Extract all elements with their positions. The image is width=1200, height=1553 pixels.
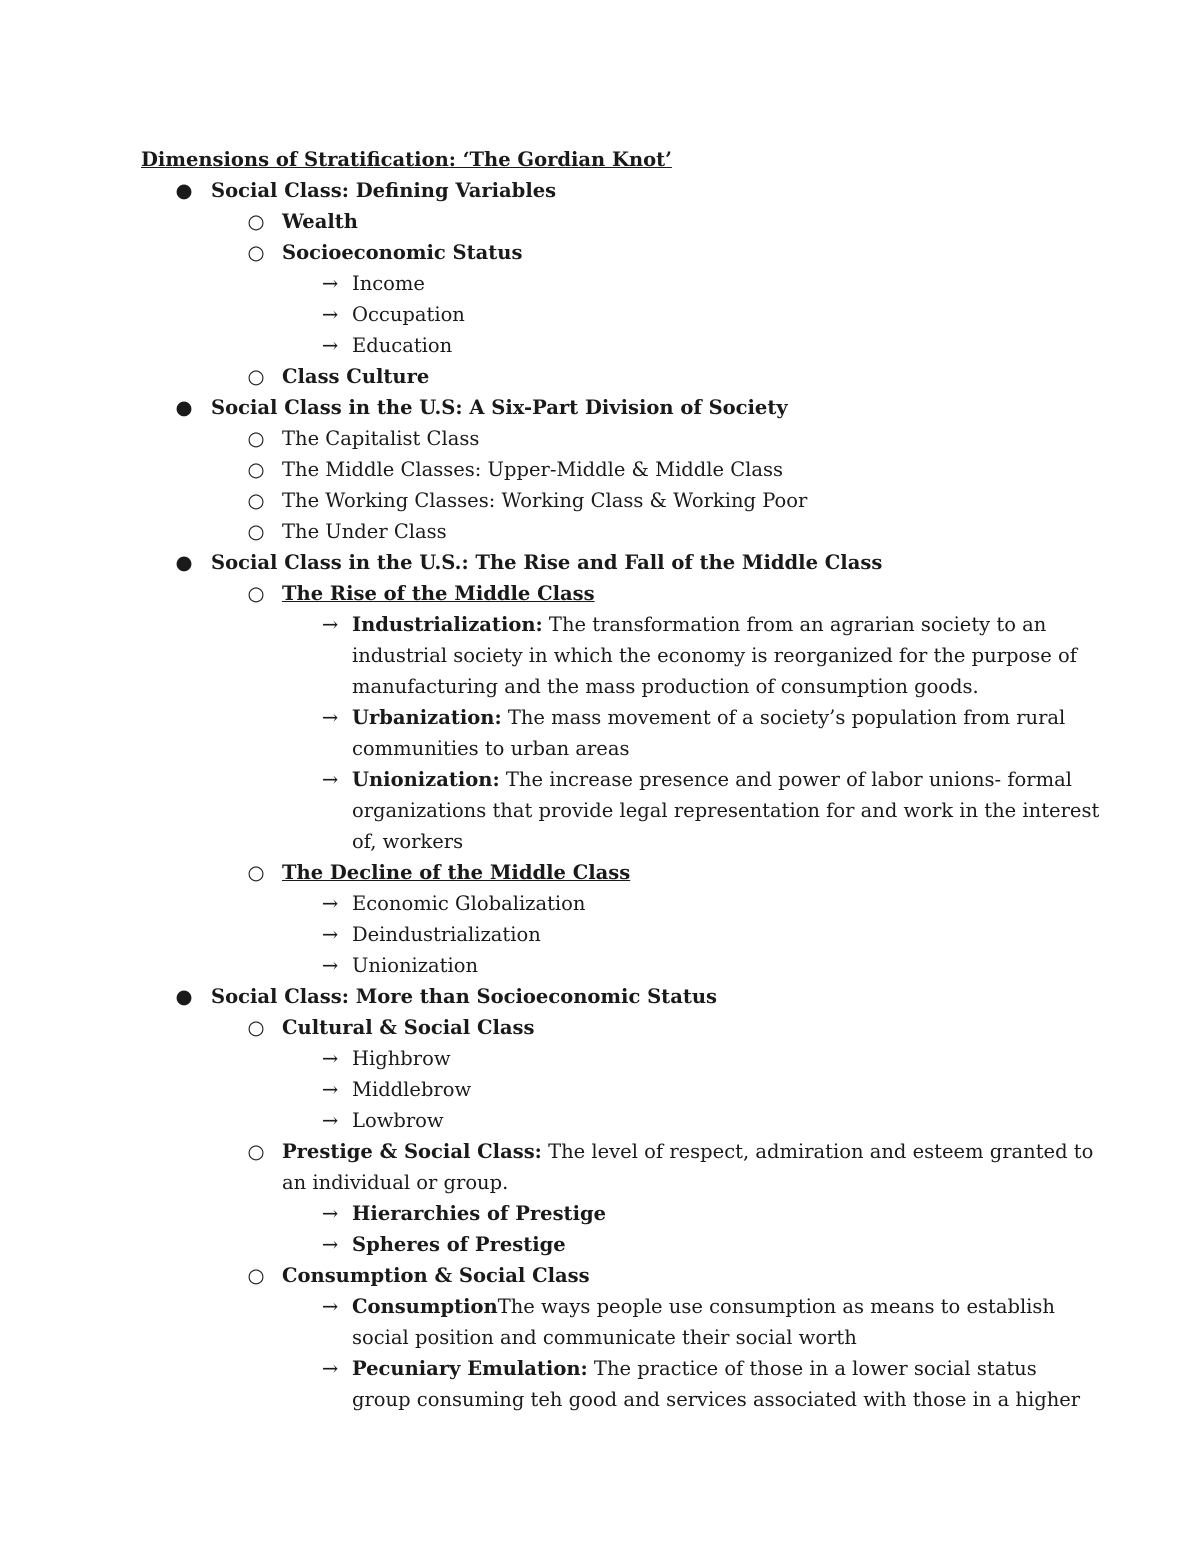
definition-text: The level of respect, admiration and esteem granted to [541, 1140, 1094, 1163]
definition-line: industrial society in which the economy is reorganized for the purpose of [352, 644, 1077, 667]
circle-marker: ○ [247, 489, 265, 512]
definition-text: The ways people use consumption as means to establish [497, 1295, 1055, 1318]
subsection-item: The Capitalist Class [282, 427, 480, 450]
definition-line [352, 1291, 1055, 1322]
circle-marker: ○ [247, 1016, 265, 1039]
arrow-marker: → [321, 272, 339, 295]
arrow-marker: → [321, 334, 339, 357]
definition-line: an individual or group. [282, 1171, 509, 1194]
subsection-item: The Under Class [282, 520, 447, 543]
definition-line: communities to urban areas [352, 737, 630, 760]
subsection-item: The Rise of the Middle Class [282, 582, 595, 605]
arrow-marker: → [321, 923, 339, 946]
arrow-marker: → [321, 1078, 339, 1101]
circle-marker: ○ [247, 458, 265, 481]
list-item: Unionization [352, 954, 479, 977]
list-item: Lowbrow [352, 1109, 444, 1132]
list-item: Highbrow [352, 1047, 451, 1070]
circle-marker: ○ [247, 582, 265, 605]
section-heading: Social Class: Defining Variables [211, 179, 557, 202]
term: Unionization: [352, 768, 500, 791]
list-item: Economic Globalization [352, 892, 586, 915]
term: Pecuniary Emulation: [352, 1357, 588, 1380]
subsection-item: Consumption & Social Class [282, 1264, 590, 1287]
list-item: Spheres of Prestige [352, 1233, 566, 1256]
arrow-marker: → [321, 1202, 339, 1225]
circle-marker: ○ [247, 1264, 265, 1287]
arrow-marker: → [321, 1295, 339, 1318]
definition-line: social position and communicate their social worth [352, 1326, 857, 1349]
list-item: Middlebrow [352, 1078, 472, 1101]
subsection-item: Cultural & Social Class [282, 1016, 535, 1039]
definition-line [352, 764, 1072, 795]
list-item: Deindustrialization [352, 923, 541, 946]
section-heading: Social Class: More than Socioeconomic Status [211, 985, 717, 1008]
subsection-item: Socioeconomic Status [282, 241, 523, 264]
section-heading: Social Class in the U.S.: The Rise and Fall of the Middle Class [211, 551, 883, 574]
list-item: Occupation [352, 303, 465, 326]
subsection-item: Wealth [282, 210, 358, 233]
bullet-marker: ● [175, 551, 193, 574]
term: Consumption [352, 1295, 498, 1318]
definition-text: The practice of those in a lower social status [587, 1357, 1037, 1380]
arrow-marker: → [321, 768, 339, 791]
bullet-marker: ● [175, 985, 193, 1008]
arrow-marker: → [321, 1047, 339, 1070]
bullet-marker: ● [175, 179, 193, 202]
arrow-marker: → [321, 613, 339, 636]
arrow-marker: → [321, 1357, 339, 1380]
circle-marker: ○ [247, 210, 265, 233]
subsection-item: The Decline of the Middle Class [282, 861, 631, 884]
term: Urbanization: [352, 706, 502, 729]
term: Prestige & Social Class: [282, 1140, 542, 1163]
bullet-marker: ● [175, 396, 193, 419]
circle-marker: ○ [247, 427, 265, 450]
definition-text: The mass movement of a society’s population from rural [501, 706, 1066, 729]
arrow-marker: → [321, 954, 339, 977]
arrow-marker: → [321, 892, 339, 915]
definition-line: manufacturing and the mass production of consumption goods. [352, 675, 979, 698]
arrow-marker: → [321, 1233, 339, 1256]
definition-text: The transformation from an agrarian society to an [542, 613, 1047, 636]
subsection-item: The Working Classes: Working Class & Working Poor [282, 489, 808, 512]
list-item: Income [352, 272, 425, 295]
definition-line [352, 609, 1046, 640]
list-item: Hierarchies of Prestige [352, 1202, 607, 1225]
definition-line: organizations that provide legal representation for and work in the interest [352, 799, 1100, 822]
list-item: Education [352, 334, 453, 357]
circle-marker: ○ [247, 365, 265, 388]
circle-marker: ○ [247, 861, 265, 884]
section-heading: Social Class in the U.S: A Six-Part Division of Society [211, 396, 788, 419]
definition-line: group consuming teh good and services associated with those in a higher [352, 1388, 1081, 1411]
subsection-item: The Middle Classes: Upper-Middle & Middle Class [282, 458, 784, 481]
subsection-item: Class Culture [282, 365, 430, 388]
definition-line [282, 1136, 1093, 1167]
term: Industrialization: [352, 613, 543, 636]
definition-text: The increase presence and power of labor unions- formal [499, 768, 1072, 791]
arrow-marker: → [321, 706, 339, 729]
arrow-marker: → [321, 303, 339, 326]
circle-marker: ○ [247, 241, 265, 264]
definition-line: of, workers [352, 830, 464, 853]
arrow-marker: → [321, 1109, 339, 1132]
definition-line [352, 1353, 1037, 1384]
circle-marker: ○ [247, 1140, 265, 1163]
definition-line [352, 702, 1065, 733]
document-title: Dimensions of Stratification: ‘The Gordian Knot’ [141, 148, 672, 171]
circle-marker: ○ [247, 520, 265, 543]
